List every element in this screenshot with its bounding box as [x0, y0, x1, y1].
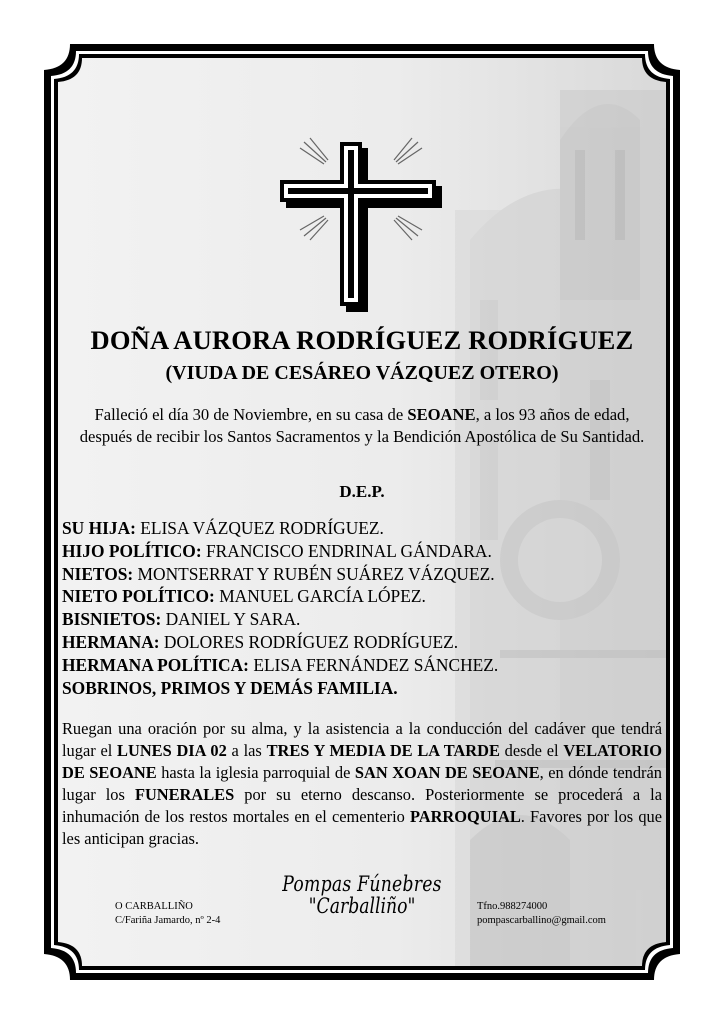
funeral-home-address	[115, 900, 220, 928]
family-row: SOBRINOS, PRIMOS Y DEMÁS FAMILIA.	[62, 677, 398, 698]
street-address: C/Fariña Jamardo, nº 2-4	[115, 915, 221, 926]
deceased-subtitle: (VIUDA DE CESÁREO VÁZQUEZ OTERO)	[165, 362, 559, 384]
funeral-home-logo	[262, 872, 462, 918]
family-row: NIETO POLÍTICO: MANUEL GARCÍA LÓPEZ.	[62, 586, 426, 607]
email[interactable]: pompascarballino@gmail.com	[477, 915, 606, 926]
family-row: BISNIETOS: DANIEL Y SARA.	[62, 609, 301, 630]
deceased-name: DOÑA AURORA RODRÍGUEZ RODRÍGUEZ	[90, 325, 634, 355]
family-row: HIJO POLÍTICO: FRANCISCO ENDRINAL GÁNDARA.	[62, 540, 492, 561]
family-row: NIETOS: MONTSERRAT Y RUBÉN SUÁREZ VÁZQUEZ.	[62, 563, 495, 584]
family-row: HERMANA POLÍTICA: ELISA FERNÁNDEZ SÁNCHEZ.	[62, 654, 499, 675]
logo-line-1: Pompas Fúnebres	[282, 872, 442, 896]
phone: Tfno.988274000	[477, 901, 548, 912]
logo-line-2: "Carballiño"	[308, 894, 416, 918]
town: O CARBALLIÑO	[115, 901, 193, 912]
death-notice: Falleció el día 30 de Noviembre, en su casa de SEOANE, a los 93 años de edad, después de recibir los Santos Sacramentos y la Bendición Apostólica de Su Santidad.	[79, 405, 645, 446]
cross-icon	[268, 128, 458, 318]
family-row: HERMANA: DOLORES RODRÍGUEZ RODRÍGUEZ.	[62, 631, 459, 652]
service-details: Ruegan una oración por su alma, y la asistencia a la conducción del cadáver que tendrá lugar el LUNES DIA 02 a las TRES Y MEDIA DE LA TARDE desde el VELATORIO DE SEOANE hasta la iglesia parroquial de SAN XOAN DE SEOANE, en dónde tendrán lugar los FUNERALES por su eterno descanso. Posteriormente se procederá a la inhumación de los restos mortales en el cementerio PARROQUIAL. Favores por los que les anticipan gracias.	[62, 719, 662, 848]
family-list	[62, 517, 662, 699]
funeral-home-contact	[477, 900, 606, 928]
dep-line: D.E.P.	[339, 482, 385, 501]
family-row: SU HIJA: ELISA VÁZQUEZ RODRÍGUEZ.	[62, 518, 384, 538]
